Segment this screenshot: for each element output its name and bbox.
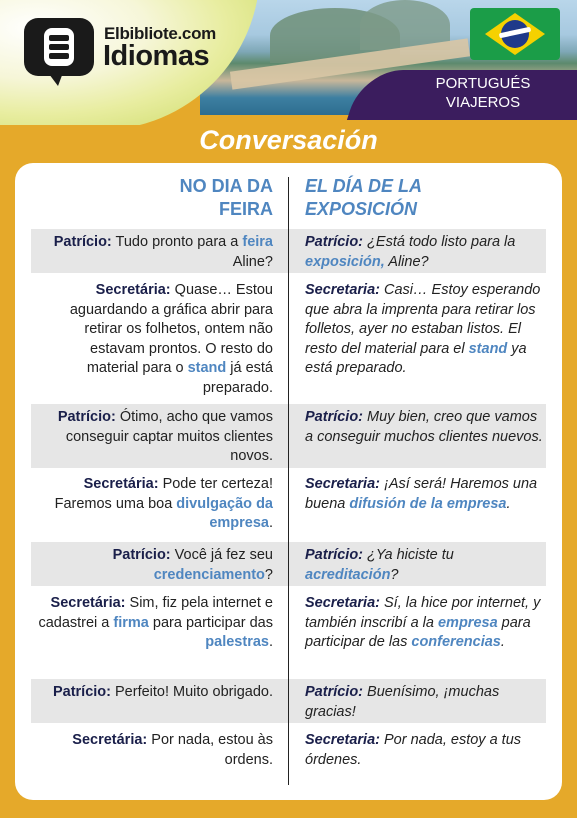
speaker-label: Secretaria:	[305, 732, 380, 748]
vocabulary-term: feira	[242, 234, 273, 250]
spanish-line	[305, 594, 543, 653]
vocabulary-term: divulgação da empresa	[176, 495, 273, 531]
spanish-line	[305, 731, 543, 770]
dialogue-text: ?	[264, 566, 273, 583]
dialogue-text: Perfeito! Muito obrigado.	[110, 684, 273, 700]
spanish-line	[305, 281, 543, 379]
vocabulary-term: acreditación	[305, 566, 391, 583]
portuguese-line	[37, 408, 273, 467]
category-tag-label	[428, 74, 538, 112]
vocabulary-term: conferencias	[411, 634, 501, 650]
dialogue-text: ya está preparado.	[305, 340, 527, 376]
spanish-line	[305, 475, 543, 514]
vocabulary-term: stand	[187, 360, 227, 376]
speaker-label: Patrício:	[305, 684, 364, 700]
portuguese-heading	[31, 175, 273, 221]
dialogue-text: ¿Ya hiciste tu	[363, 547, 454, 563]
speaker-label: Patrício:	[305, 234, 364, 250]
dialogue-text: Buenísimo, ¡muchas gracias!	[305, 684, 500, 720]
brand-site: Elbibliote.com	[104, 24, 216, 43]
speaker-label: Patrício:	[52, 684, 111, 700]
dialogue-text: .	[268, 634, 273, 650]
vocabulary-term: empresa	[437, 614, 498, 631]
dialogue-text: já está preparado.	[202, 360, 273, 396]
dialogue-text: Você já fez seu	[170, 547, 273, 563]
brazil-flag-icon	[470, 8, 560, 60]
spanish-line	[305, 546, 543, 585]
spanish-heading-line-1: EL DÍA DE LA	[305, 176, 423, 196]
dialogue-text: Aline?	[384, 253, 429, 270]
dialogue-text: .	[506, 495, 511, 512]
column-divider	[288, 177, 289, 785]
vocabulary-term: exposición,	[305, 253, 385, 270]
portuguese-heading-line-1: NO DIA DA	[179, 176, 273, 196]
portuguese-line	[37, 683, 273, 703]
dialogue-text: para participar das	[148, 614, 273, 631]
spanish-heading	[305, 175, 535, 221]
spanish-heading-line-2: EXPOSICIÓN	[305, 199, 418, 219]
portuguese-heading-line-2: FEIRA	[219, 199, 273, 219]
portuguese-line	[37, 731, 273, 770]
dialogue-text: ¿Está todo listo para la	[363, 234, 516, 250]
tag-line-1: PORTUGUÉS	[435, 75, 531, 92]
speaker-label: Patrício:	[53, 234, 112, 250]
tag-line-2: VIAJEROS	[445, 94, 521, 111]
vocabulary-term: credenciamento	[153, 566, 265, 583]
dialogue-text: ?	[390, 566, 399, 583]
speaker-label: Patrício:	[57, 409, 116, 425]
logo-icon	[24, 18, 94, 76]
page-title: Conversación	[199, 125, 378, 155]
speaker-label: Secretaria:	[305, 476, 380, 492]
dialogue-text: Por nada, estoy a tus órdenes.	[305, 732, 522, 768]
dialogue-text: Sim, fiz pela internet e cadastrei a	[38, 595, 273, 631]
vocabulary-term: stand	[468, 340, 508, 357]
dialogue-text: Aline?	[232, 253, 273, 270]
conversation-card	[15, 163, 562, 800]
spanish-line	[305, 233, 543, 272]
portuguese-line	[37, 233, 273, 272]
spanish-line	[305, 408, 543, 447]
portuguese-line	[37, 546, 273, 585]
dialogue-text: .	[268, 515, 273, 531]
speaker-label: Secretária:	[95, 282, 171, 298]
vocabulary-term: difusión de la empresa	[349, 495, 507, 512]
dialogue-text: Pode ter certeza! Faremos uma boa	[54, 476, 273, 512]
speaker-label: Patrício:	[112, 547, 171, 563]
dialogue-text: Por nada, estou às ordens.	[147, 732, 273, 768]
speaker-label: Patrício:	[305, 409, 364, 425]
dialogue-text: Ótimo, acho que vamos conseguir captar muitos clientes novos.	[65, 409, 273, 464]
speaker-label: Secretaria:	[305, 282, 380, 298]
brand-name: Idiomas	[103, 40, 210, 72]
dialogue-text: para participar de las	[305, 614, 531, 650]
dialogue-text: .	[500, 634, 505, 650]
speaker-label: Secretária:	[50, 595, 126, 611]
vocabulary-term: firma	[113, 614, 149, 631]
portuguese-line	[37, 594, 273, 653]
speaker-label: Secretária:	[72, 732, 148, 748]
spanish-line	[305, 683, 543, 722]
dialogue-text: Sí, la hice por internet, y también inscribí a la	[305, 595, 541, 631]
dialogue-text: Muy bien, creo que vamos a conseguir muchos clientes nuevos.	[305, 409, 543, 445]
dialogue-text: ¡Así será! Haremos una buena	[305, 476, 538, 512]
dialogue-text: Casi… Estoy esperando que abra la imprenta para retirar los folletos, ayer no estaban listos. El resto del material para el	[305, 282, 541, 357]
portuguese-line	[37, 281, 273, 398]
dialogue-text: Quase… Estou aguardando a gráfica abrir para retirar os folhetos, ontem não estavam prontos. O resto do material para o	[69, 282, 273, 376]
vocabulary-term: palestras	[205, 634, 269, 650]
portuguese-line	[37, 475, 273, 534]
speaker-label: Secretária:	[83, 476, 159, 492]
header	[0, 0, 577, 125]
speaker-label: Secretaria:	[305, 595, 380, 611]
dialogue-text: Tudo pronto para a	[111, 234, 243, 250]
speaker-label: Patrício:	[305, 547, 364, 563]
